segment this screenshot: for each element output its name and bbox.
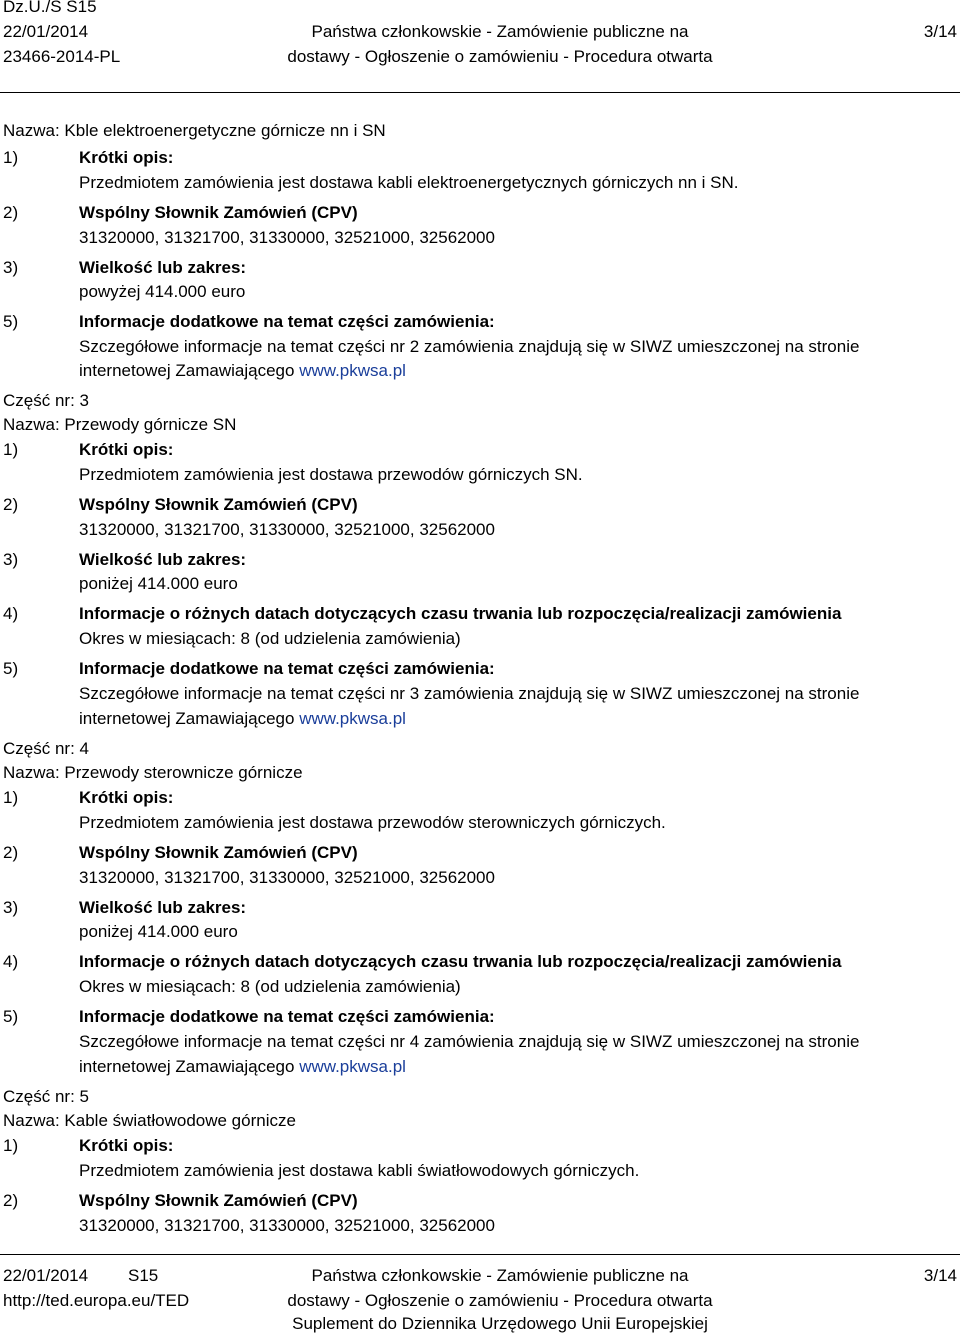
header-divider	[0, 92, 960, 93]
header-page-number: 3/14	[923, 22, 957, 41]
item-1-number: 1)	[3, 788, 19, 807]
part-4-number-row	[3, 739, 89, 759]
part-2-cpv: 31320000, 31321700, 31330000, 32521000, 32562000	[79, 228, 495, 247]
part-3-number-row	[3, 391, 89, 411]
part-number-label: Część nr:	[3, 739, 75, 758]
item-1-number: 1)	[3, 148, 19, 167]
cpv-heading: Wspólny Słownik Zamówień (CPV)	[79, 843, 358, 862]
info-text: internetowej Zamawiającego	[79, 1057, 295, 1076]
header-series: Dz.U./S S15	[3, 0, 97, 16]
dates-heading: Informacje o różnych datach dotyczących czasu trwania lub rozpoczęcia/realizacji zamówienia	[79, 952, 842, 971]
part-3-short-desc: Przedmiotem zamówienia jest dostawa przewodów górniczych SN.	[79, 465, 583, 484]
item-3-number: 3)	[3, 898, 19, 917]
dates-heading: Informacje o różnych datach dotyczących czasu trwania lub rozpoczęcia/realizacji zamówienia	[79, 604, 842, 623]
part-3-number: 3	[79, 391, 89, 410]
part-5-name: Kable światłowodowe górnicze	[64, 1111, 296, 1130]
name-label: Nazwa:	[3, 415, 60, 434]
item-5-number: 5)	[3, 659, 19, 678]
info-text: internetowej Zamawiającego	[79, 709, 295, 728]
footer-date: 22/01/2014	[3, 1266, 89, 1285]
part-3-info-line2	[79, 709, 406, 729]
additional-info-heading: Informacje dodatkowe na temat części zamówienia:	[79, 312, 495, 331]
item-2-number: 2)	[3, 203, 19, 222]
footer-title-line2: dostawy - Ogłoszenie o zamówieniu - Procedura otwarta	[287, 1291, 713, 1310]
item-2-number: 2)	[3, 1191, 19, 1210]
website-link[interactable]: www.pkwsa.pl	[299, 361, 406, 380]
footer-series: S15	[128, 1266, 159, 1285]
part-3-info-line1: Szczegółowe informacje na temat części nr 3 zamówienia znajdują się w SIWZ umieszczonej na stronie	[79, 684, 860, 703]
item-1-number: 1)	[3, 440, 19, 459]
header-title-line2: dostawy - Ogłoszenie o zamówieniu - Procedura otwarta	[287, 47, 713, 66]
part-4-name-row	[3, 763, 303, 783]
item-3-number: 3)	[3, 550, 19, 569]
part-2-short-desc: Przedmiotem zamówienia jest dostawa kabli elektroenergetycznych górniczych nn i SN.	[79, 173, 739, 192]
part-2-name: Kble elektroenergetyczne górnicze nn i SN	[64, 121, 386, 140]
part-4-short-desc: Przedmiotem zamówienia jest dostawa przewodów sterowniczych górniczych.	[79, 813, 666, 832]
part-2-name-row	[3, 121, 386, 141]
part-4-dates: Okres w miesiącach: 8 (od udzielenia zamówienia)	[79, 977, 461, 996]
part-2-info-line1: Szczegółowe informacje na temat części nr 2 zamówienia znajdują się w SIWZ umieszczonej na stronie	[79, 337, 860, 356]
part-5-number-row	[3, 1087, 89, 1107]
footer-page-number: 3/14	[923, 1266, 957, 1285]
item-2-number: 2)	[3, 495, 19, 514]
additional-info-heading: Informacje dodatkowe na temat części zamówienia:	[79, 1007, 495, 1026]
item-5-number: 5)	[3, 312, 19, 331]
scope-heading: Wielkość lub zakres:	[79, 258, 247, 277]
name-label: Nazwa:	[3, 763, 60, 782]
part-4-cpv: 31320000, 31321700, 31330000, 32521000, 32562000	[79, 868, 495, 887]
cpv-heading: Wspólny Słownik Zamówień (CPV)	[79, 1191, 358, 1210]
part-3-name: Przewody górnicze SN	[64, 415, 237, 434]
website-link[interactable]: www.pkwsa.pl	[299, 709, 406, 728]
additional-info-heading: Informacje dodatkowe na temat części zamówienia:	[79, 659, 495, 678]
part-4-number: 4	[79, 739, 89, 758]
item-1-number: 1)	[3, 1136, 19, 1155]
scope-heading: Wielkość lub zakres:	[79, 898, 247, 917]
short-desc-heading: Krótki opis:	[79, 788, 174, 807]
part-5-number: 5	[79, 1087, 89, 1106]
part-2-info-line2	[79, 361, 406, 381]
part-4-info-line1: Szczegółowe informacje na temat części nr 4 zamówienia znajdują się w SIWZ umieszczonej na stronie	[79, 1032, 860, 1051]
part-3-name-row	[3, 415, 236, 435]
item-2-number: 2)	[3, 843, 19, 862]
part-4-scope: poniżej 414.000 euro	[79, 922, 238, 941]
part-3-dates: Okres w miesiącach: 8 (od udzielenia zamówienia)	[79, 629, 461, 648]
cpv-heading: Wspólny Słownik Zamówień (CPV)	[79, 203, 358, 222]
part-3-scope: poniżej 414.000 euro	[79, 574, 238, 593]
part-number-label: Część nr:	[3, 1087, 75, 1106]
footer-title-line1: Państwa członkowskie - Zamówienie publiczne na	[311, 1266, 689, 1285]
footer-divider	[0, 1254, 960, 1255]
item-5-number: 5)	[3, 1007, 19, 1026]
short-desc-heading: Krótki opis:	[79, 440, 174, 459]
cpv-heading: Wspólny Słownik Zamówień (CPV)	[79, 495, 358, 514]
part-2-scope: powyżej 414.000 euro	[79, 282, 246, 301]
part-4-info-line2	[79, 1057, 406, 1077]
footer-url[interactable]: http://ted.europa.eu/TED	[3, 1291, 190, 1310]
part-5-cpv: 31320000, 31321700, 31330000, 32521000, 32562000	[79, 1216, 495, 1235]
part-4-name: Przewody sterownicze górnicze	[64, 763, 303, 782]
part-5-name-row	[3, 1111, 296, 1131]
footer-title-line3: Suplement do Dziennika Urzędowego Unii Europejskiej	[292, 1314, 708, 1333]
part-3-cpv: 31320000, 31321700, 31330000, 32521000, 32562000	[79, 520, 495, 539]
scope-heading: Wielkość lub zakres:	[79, 550, 247, 569]
short-desc-heading: Krótki opis:	[79, 148, 174, 167]
info-text: internetowej Zamawiającego	[79, 361, 295, 380]
website-link[interactable]: www.pkwsa.pl	[299, 1057, 406, 1076]
item-4-number: 4)	[3, 952, 19, 971]
name-label: Nazwa:	[3, 121, 60, 140]
header-date: 22/01/2014	[3, 22, 89, 41]
header-title-line1: Państwa członkowskie - Zamówienie publiczne na	[311, 22, 689, 41]
part-number-label: Część nr:	[3, 391, 75, 410]
name-label: Nazwa:	[3, 1111, 60, 1130]
item-3-number: 3)	[3, 258, 19, 277]
part-5-short-desc: Przedmiotem zamówienia jest dostawa kabli światłowodowych górniczych.	[79, 1161, 640, 1180]
item-4-number: 4)	[3, 604, 19, 623]
short-desc-heading: Krótki opis:	[79, 1136, 174, 1155]
header-doc-id: 23466-2014-PL	[3, 47, 121, 66]
